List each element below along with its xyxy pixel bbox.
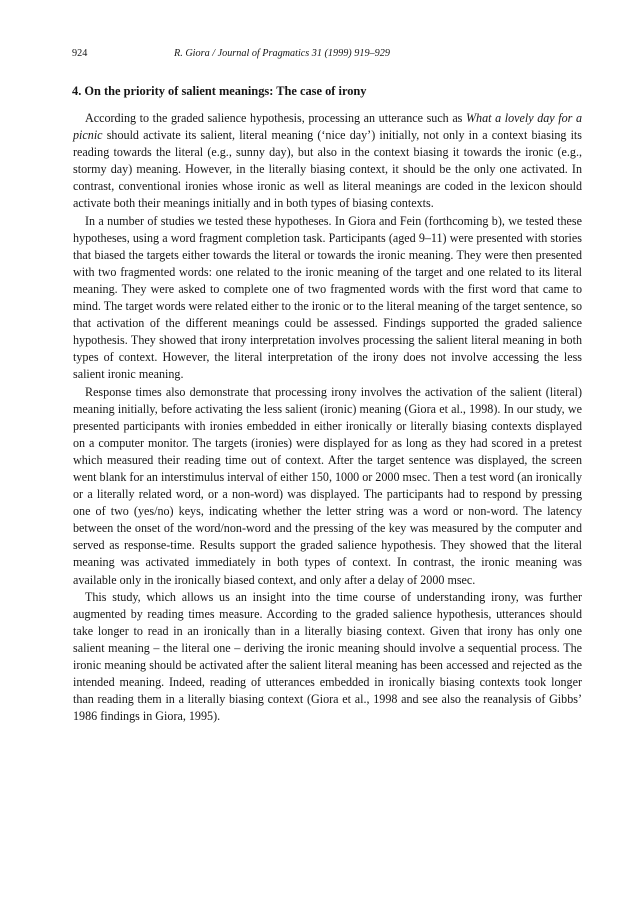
running-header	[72, 46, 582, 62]
paragraph-2: In a number of studies we tested these hypotheses. In Giora and Fein (forthcoming b), we tested these hypotheses, using a word fragment completion task. Participants (aged 9–11) were presented with stories that biased the targets either towards the literal or towards the ironic meaning. They were then presented with two fragmented words: one related to the ironic meaning of the target and one related to its literal meaning. They were asked to complete one of two fragmented words with the first word that came to mind. The target words were related either to the ironic or to the literal meaning of the target sentence, so that activation of the different meanings could be assessed. Findings supported the graded salience hypothesis. They showed that irony interpretation involves processing the salient literal meaning in both types of context. However, the literal interpretation of the irony does not involve accessing the less salient ironic meaning.	[73, 213, 582, 382]
body-text	[73, 110, 582, 725]
paragraph-1	[73, 110, 582, 213]
paragraph-1-lead: According to the graded salience hypothesis, processing an utterance such as	[85, 111, 466, 125]
section-heading: 4. On the priority of salient meanings: The case of irony	[72, 84, 367, 98]
paragraph-4: This study, which allows us an insight into the time course of understanding irony, was further augmented by reading times measure. According to the graded salience hypothesis, utterances should take longer to read in an ironically than in a literally biasing context. Given that irony has only one salient meaning – the literal one – deriving the ironic meaning should involve a sequential process. The ironic meaning should be activated after the salient literal meaning has been accessed and rejected as the intended meaning. Indeed, reading of utterances embedded in ironically biasing contexts took longer than reading them in a literally biasing context (Giora et al., 1998 and see also the reanalysis of Gibbs’ 1986 findings in Giora, 1995).	[73, 589, 582, 724]
paragraph-1-rest: should activate its salient, literal meaning (‘nice day’) initially, not only in a context biasing its reading towards the literal (e.g., sunny day), but also in the context biasing it towards the ironic (e.g., stormy day) meaning. However, in the literally biasing context, it should be the only one activated. In contrast, conventional ironies whose ironic as well as literal meanings are coded in the lexicon should activate both their meanings initially and in both types of biasing contexts.	[73, 128, 582, 211]
journal-citation: R. Giora / Journal of Pragmatics 31 (1999) 919–929	[174, 48, 390, 59]
paragraph-3: Response times also demonstrate that processing irony involves the activation of the salient (literal) meaning initially, before activating the less salient (ironic) meaning (Giora et al., 1998). In our study, we presented participants with ironies embedded in either ironically or literally biasing contexts displayed on a computer monitor. The targets (ironies) were displayed for as long as they had scored in a pretest which measured their reading time out of context. After the target sentence was displayed, the screen went blank for an interstimulus interval of either 150, 1000 or 2000 msec. Then a test word (an ironically or a literally related word, or a non-word) was displayed. The participants had to respond by pressing one of two (yes/no) keys, indicating whether the letter string was a word or non-word. The latency between the onset of the word/non-word and the pressing of the key was measured by the computer and served as response-time. Results support the graded salience hypothesis. They showed that the literal meaning was activated immediately in both types of context. In contrast, the ironic meaning was available only in the ironically biased context, and only after a delay of 2000 msec.	[73, 384, 582, 587]
page-number: 924	[72, 48, 88, 59]
example-utterance: What a lovely day for a picnic	[73, 111, 582, 143]
